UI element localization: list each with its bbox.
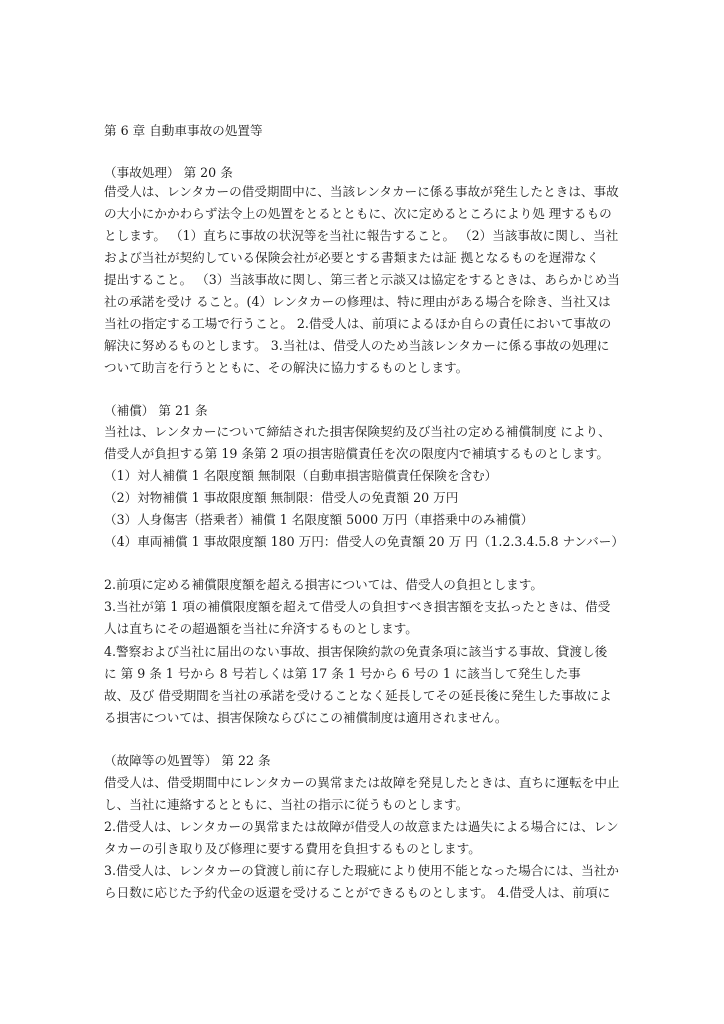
article-21-item: （3）人身傷害（搭乗者）補償 1 名限度額 5000 万円（車搭乗中のみ補償） <box>104 512 534 527</box>
article-20-line: 当社の指定する工場で行うこと。 2.借受人は、前項によるほか自らの責任において事故の <box>104 316 612 331</box>
chapter-title: 第 6 章 自動車事故の処置等 <box>104 123 263 138</box>
article-21-line: 3.当社が第 1 項の補償限度額を超えて借受人の負担すべき損害額を支払ったときは、借受 <box>104 599 611 614</box>
article-20-line: の大小にかかわらず法令上の処置をとるとともに、次に定めるところにより処 理するもの <box>104 206 612 221</box>
article-20-heading: （事故処理） 第 20 条 <box>104 165 233 180</box>
article-21-line: 故、及び 借受期間を当社の承諾を受けることなく延長してその延長後に発生した事故によ <box>104 688 612 703</box>
article-22-line: 3.借受人は、レンタカーの貸渡し前に存した瑕疵により使用不能となった場合には、当社か <box>104 863 619 878</box>
article-21-heading: （補償） 第 21 条 <box>104 403 208 418</box>
article-22-line: し、当社に連絡するとともに、当社の指示に従うものとします。 <box>104 797 469 812</box>
article-21-line: に 第 9 条 1 号から 8 号若しくは第 17 条 1 号から 6 号の 1 に該当して発生した事 <box>104 666 581 681</box>
article-22-heading: （故障等の処置等） 第 22 条 <box>104 753 271 768</box>
article-21-item: （2）対物補償 1 事故限度額 無制限：借受人の免責額 20 万円 <box>104 490 459 505</box>
article-20-line: とします。 （1）直ちに事故の状況等を当社に報告すること。 （2）当該事故に関し、当社 <box>104 228 619 243</box>
article-20-line: ついて助言を行うとともに、その解決に協力するものとします。 <box>104 360 469 375</box>
article-20-line: 解決に努めるものとします。 3.当社は、借受人のため当該レンタカーに係る事故の処理に <box>104 338 610 353</box>
article-22-line: 借受人は、借受期間中にレンタカーの異常または故障を発見したときは、直ちに運転を中止 <box>104 775 620 790</box>
article-22-line: 2.借受人は、レンタカーの異常または故障が借受人の故意または過失による場合には、レン <box>104 819 619 834</box>
article-21-line: 2.前項に定める補償限度額を超える損害については、借受人の負担とします。 <box>104 577 543 592</box>
article-21-item: （1）対人補償 1 名限度額 無制限（自動車損害賠償責任保険を含む） <box>104 468 498 483</box>
article-21-line: 人は直ちにその超過額を当社に弁済するものとします。 <box>104 621 418 636</box>
article-20-line: および当社が契約している保険会社が必要とする書類または証 拠となるものを遅滞なく <box>104 250 600 265</box>
article-22-line: ら日数に応じた予約代金の返還を受けることができるものとします。 4.借受人は、前項に <box>104 885 611 900</box>
article-22-line: タカーの引き取り及び修理に要する費用を負担するものとします。 <box>104 841 481 856</box>
article-21-line: る損害については、損害保険ならびにこの補償制度は適用されません。 <box>104 710 508 725</box>
article-20-line: 提出すること。 （3）当該事故に関し、第三者と示談又は協定をするときは、あらかじめ当 <box>104 272 620 287</box>
article-21-item: （4）車両補償 1 事故限度額 180 万円：借受人の免責額 20 万 円（1.2.3.4.5.8 ナンバー） <box>104 534 624 549</box>
article-20-line: 借受人は、レンタカーの借受期間中に、当該レンタカーに係る事故が発生したときは、事故 <box>104 184 619 199</box>
article-21-line: 借受人が負担する第 19 条第 2 項の損害賠償責任を次の限度内で補填するものとします。 <box>104 446 610 461</box>
article-21-line: 4.警察および当社に届出のない事故、損害保険約款の免責条項に該当する事故、貸渡し後 <box>104 644 608 659</box>
article-20-line: 社の承諾を受け ること。(4）レンタカーの修理は、特に理由がある場合を除き、当社又は <box>104 294 611 309</box>
article-21-line: 当社は、レンタカーについて締結された損害保険契約及び当社の定める補償制度 により、 <box>104 424 611 439</box>
